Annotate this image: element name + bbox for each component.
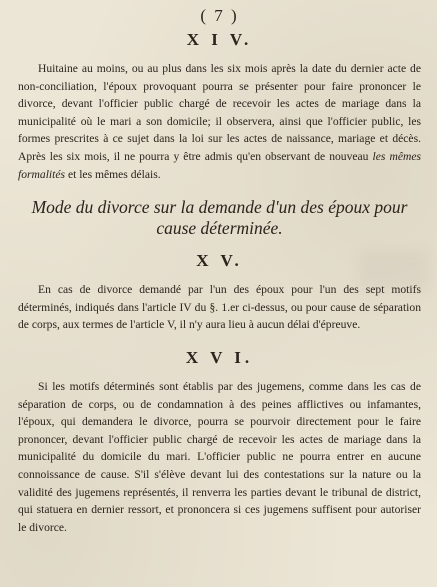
article-text-xiv bbox=[18, 60, 421, 183]
article-heading-xvi: X V I. bbox=[185, 347, 254, 367]
section-title: Mode du divorce sur la demande d'un des époux pour cause déterminée. bbox=[31, 197, 408, 239]
article-text-xiv-main: Huitaine au moins, ou au plus dans les six mois après la date du dernier acte de non-conciliation, l'époux provoquant pourra se présenter pour faire prononcer le divorce, devant l'officier public chargé de recevoir les actes de mariage dans la municipalité où le mari a son domicile; il observera, ainsi que l'officier public, les formes prescrites à ce sujet dans la loi sur les actes de naissance, mariage et décès. Après les six mois, il ne pourra y être admis qu'en observant de nouveau bbox=[18, 62, 421, 163]
paper-stain bbox=[359, 250, 429, 290]
article-text-xvi: Si les motifs déterminés sont établis par des jugemens, comme dans les cas de séparation de corps, ou de condamnation à des peines afflictives ou infamantes, l'époux, qui demandera le divorce, pourra se pourvoir directement pour le faire prononcer, devant l'officier public chargé de recevoir les actes de mariage dans la municipalité du domicile du mari. L'officier public ne pourra entrer en aucune connoissance de cause. S'il s'élève devant lui des contestations sur la nature ou la validité des jugemens représentés, il renverra les parties devant le tribunal de district, qui statuera en dernier ressort, et prononcera si ces jugemens suffisent pour autoriser le divorce. bbox=[18, 379, 421, 534]
article-heading-xiv: X I V. bbox=[186, 30, 253, 49]
page-number: ( 7 ) bbox=[200, 6, 239, 25]
article-text-xiv-end: et les mêmes délais. bbox=[67, 167, 161, 181]
article-text-xv: En cas de divorce demandé par l'un des époux pour l'un des sept motifs déterminés, indiqués dans l'article IV du §. 1.er ci-dessus, ou pour cause de séparation de corps, aux termes de l'article V, il n'y aura lieu à aucun délai d'épreuve. bbox=[18, 283, 421, 332]
article-heading-xv: X V. bbox=[196, 251, 243, 271]
article-text-xiv-italic: les mêmes formalités bbox=[18, 149, 421, 181]
